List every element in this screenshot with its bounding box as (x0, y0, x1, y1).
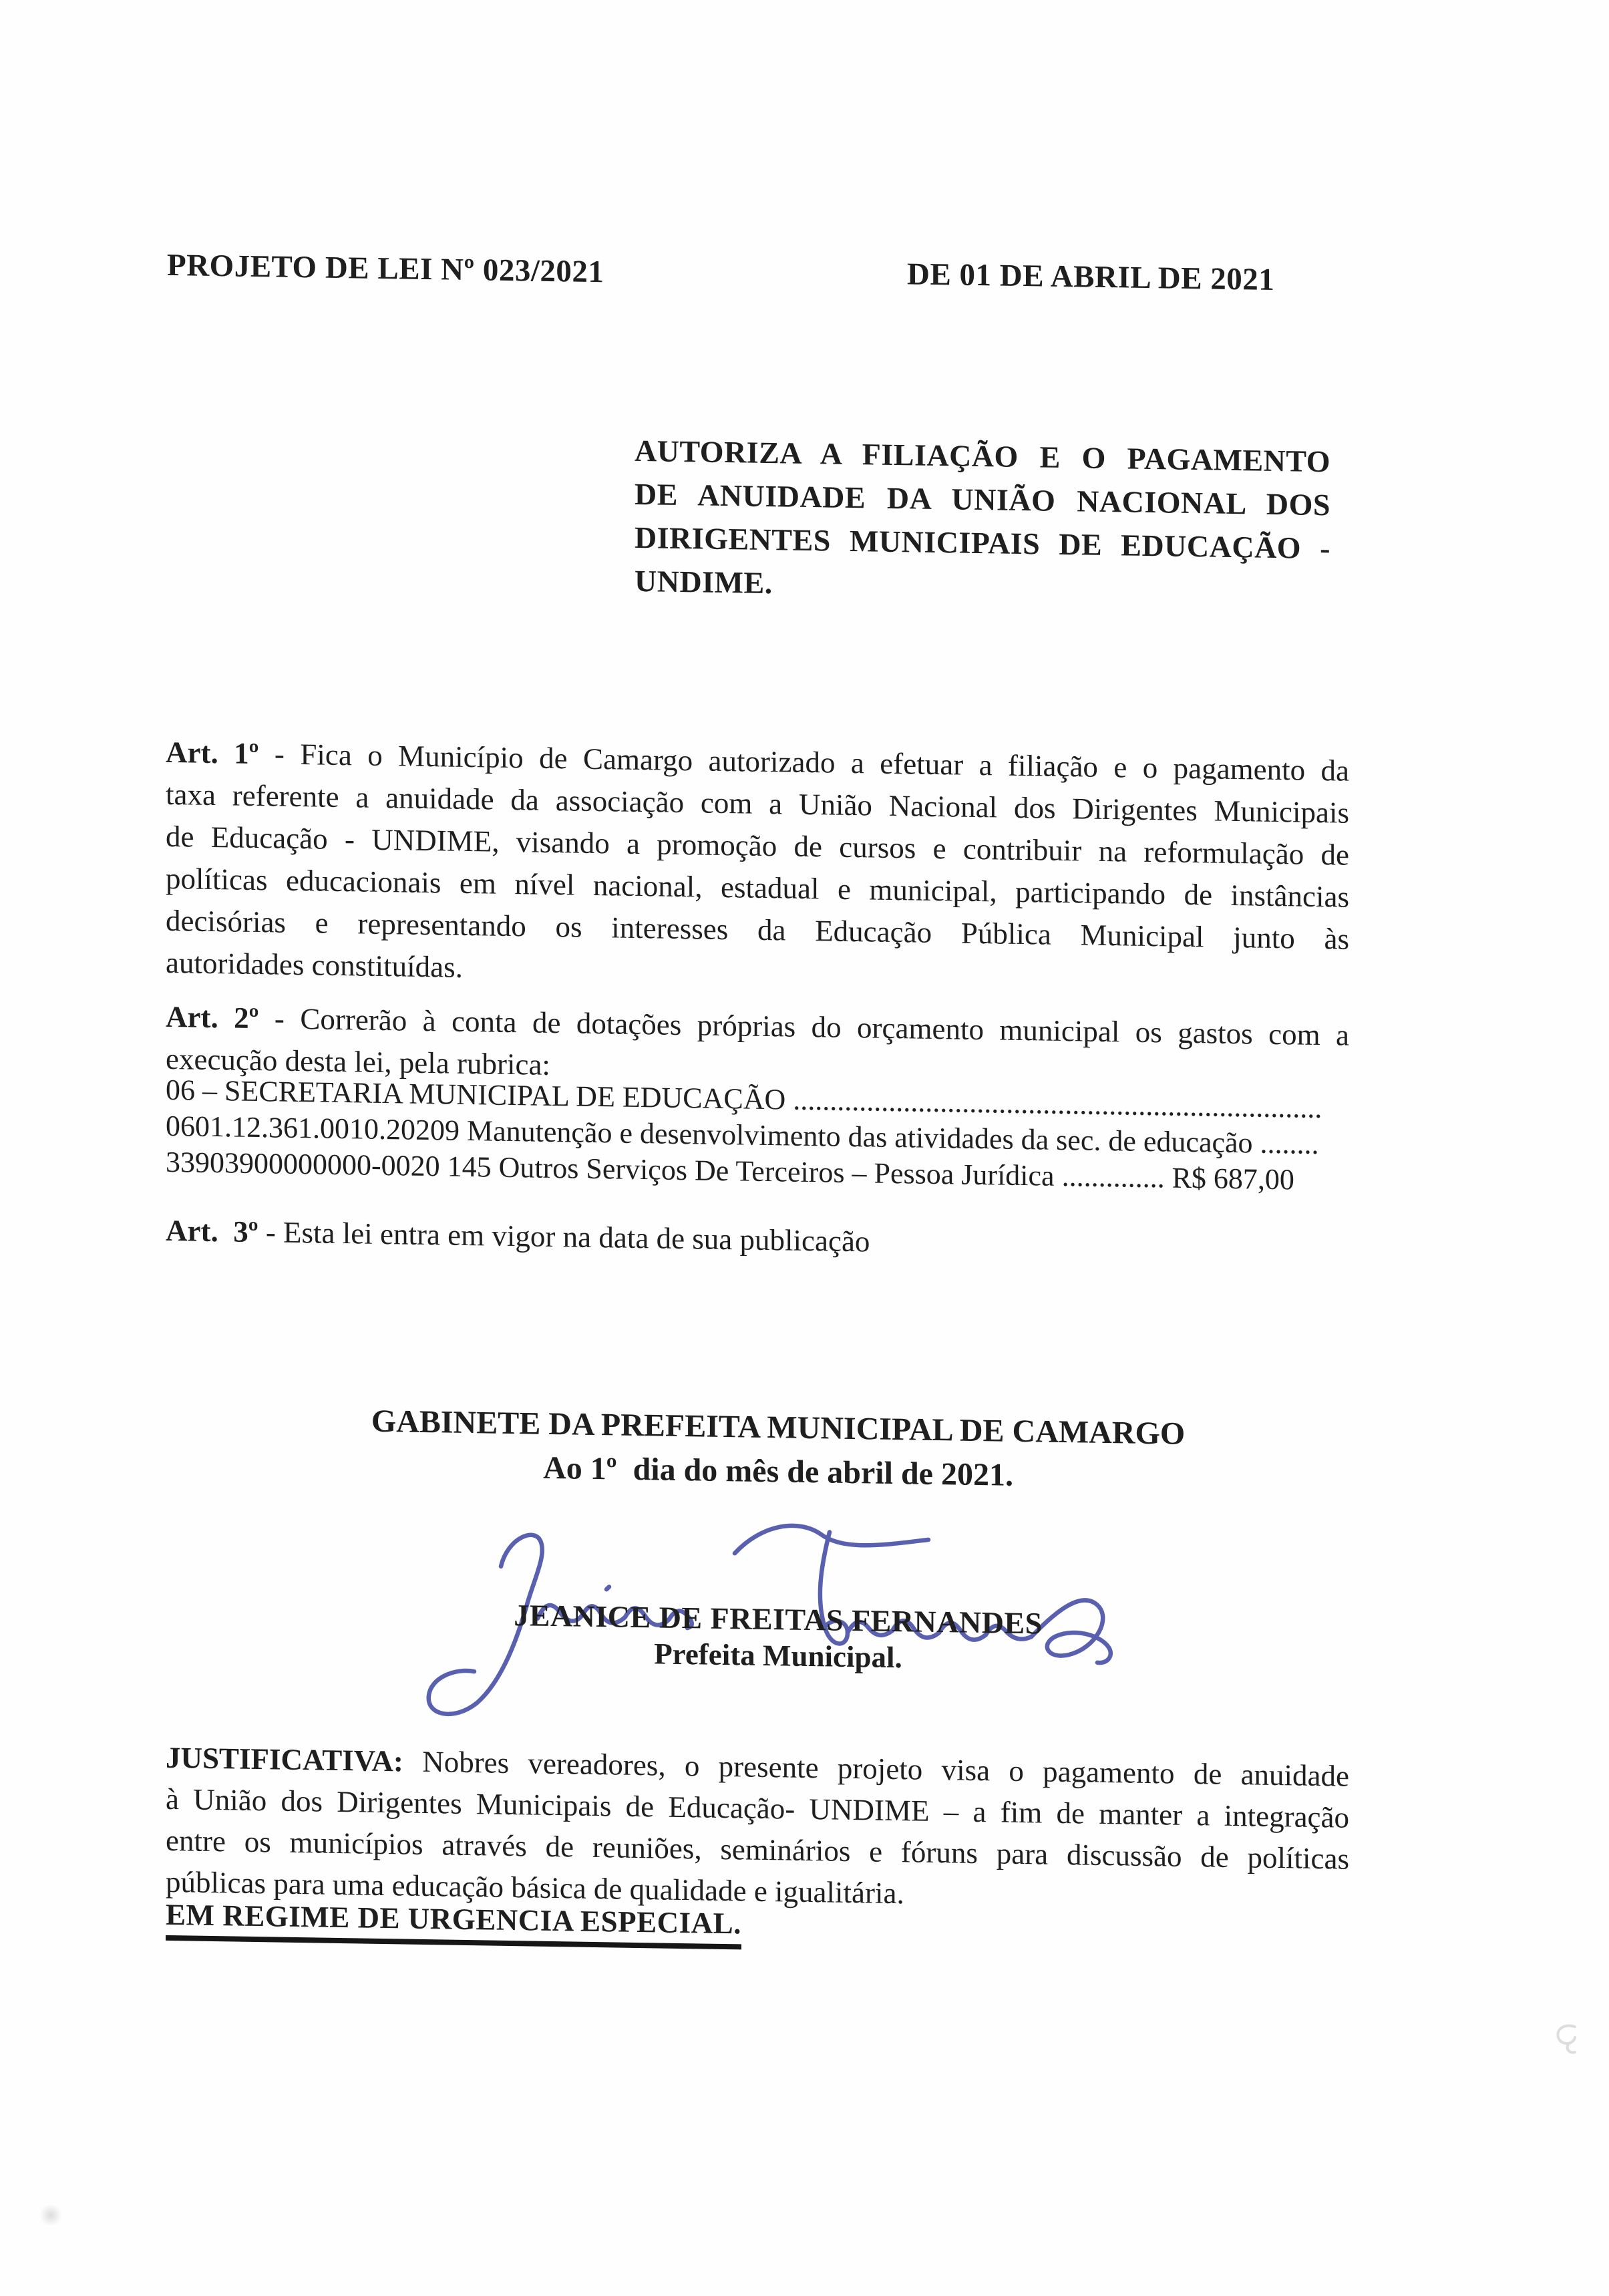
urgency-regime-text: EM REGIME DE URGENCIA ESPECIAL. (166, 1897, 741, 1950)
article-1-line: decisórias e representando os interesses da Educação Pública Municipal junto às (166, 903, 1349, 956)
article-1-line: taxa referente a anuidade da associação com a União Nacional dos Dirigentes Municipais (166, 777, 1349, 830)
ementa-summary (635, 429, 1330, 613)
ementa-line: AUTORIZA A FILIAÇÃO E O PAGAMENTO (635, 433, 1330, 479)
signatory-role: Prefeita Municipal. (654, 1637, 902, 1675)
scan-smudge-artifact (39, 2204, 63, 2226)
urgency-regime-note (166, 1897, 741, 1950)
article-1-label: Art. 1º (166, 735, 259, 771)
article-2-text: - Correrão à conta de dotações próprias do orçamento municipal os gastos com a (258, 1001, 1349, 1052)
article-1-line: de Educação - UNDIME, visando a promoção de cursos e contribuir na reformulação de (166, 819, 1349, 872)
justification (166, 1737, 1349, 1921)
closing-block (167, 1396, 1389, 1504)
gabinete-line: GABINETE DA PREFEITA MUNICIPAL DE CAMARGO (371, 1403, 1186, 1452)
article-3 (166, 1210, 1349, 1271)
ementa-line: DIRIGENTES MUNICIPAIS DE EDUCAÇÃO - (635, 520, 1330, 566)
article-2-label: Art. 2º (166, 999, 259, 1035)
budget-line-valor: 33903900000000-0020 145 Outros Serviços De Terceiros – Pessoa Jurídica .............. R$ 687,00 (166, 1145, 1294, 1196)
article-1 (166, 731, 1349, 1003)
scan-squiggle-artifact (1548, 2021, 1588, 2058)
ementa-line: UNDIME. (635, 563, 773, 601)
signatory-name: JEANICE DE FREITAS FERNANDES (514, 1598, 1043, 1641)
closing-date-line: Ao 1º dia do mês de abril de 2021. (543, 1450, 1013, 1493)
budget-line-secretaria: 06 – SECRETARIA MUNICIPAL DE EDUCAÇÃO ........................................................................ (166, 1073, 1322, 1125)
article-2-line: execução desta lei, pela rubrica: (166, 1041, 550, 1082)
bill-number: PROJETO DE LEI Nº 023/2021 (167, 247, 604, 290)
justification-label: JUSTIFICATIVA: (166, 1740, 403, 1778)
budget-line-dotacao: 0601.12.361.0010.20209 Manutenção e desenvolvimento das atividades da sec. de educação ........ (166, 1109, 1319, 1161)
ementa-line: DE ANUIDADE DA UNIÃO NACIONAL DOS (635, 476, 1330, 522)
article-1-text: - Fica o Município de Camargo autorizado a efetuar a filiação e o pagamento da (258, 737, 1350, 788)
article-1-line: políticas educacionais em nível nacional, estadual e municipal, participando de instâncias (166, 861, 1349, 914)
bill-date: DE 01 DE ABRIL DE 2021 (907, 257, 1275, 297)
article-3-text: - Esta lei entra em vigor na data de sua publicação (258, 1215, 870, 1259)
article-3-label: Art. 3º (166, 1213, 258, 1249)
justification-line: públicas para uma educação básica de qualidade e igualitária. (166, 1864, 904, 1911)
article-1-line: autoridades constituídas. (166, 945, 463, 984)
budget-rubric (166, 1072, 1349, 1199)
justification-line: entre os municípios através de reuniões, seminários e fóruns para discussão de políticas (166, 1823, 1349, 1876)
justification-text: Nobres vereadores, o presente projeto visa o pagamento de anuidade (403, 1744, 1349, 1793)
justification-line: à União dos Dirigentes Municipais de Educação- UNDIME – a fim de manter a integração (166, 1782, 1349, 1834)
